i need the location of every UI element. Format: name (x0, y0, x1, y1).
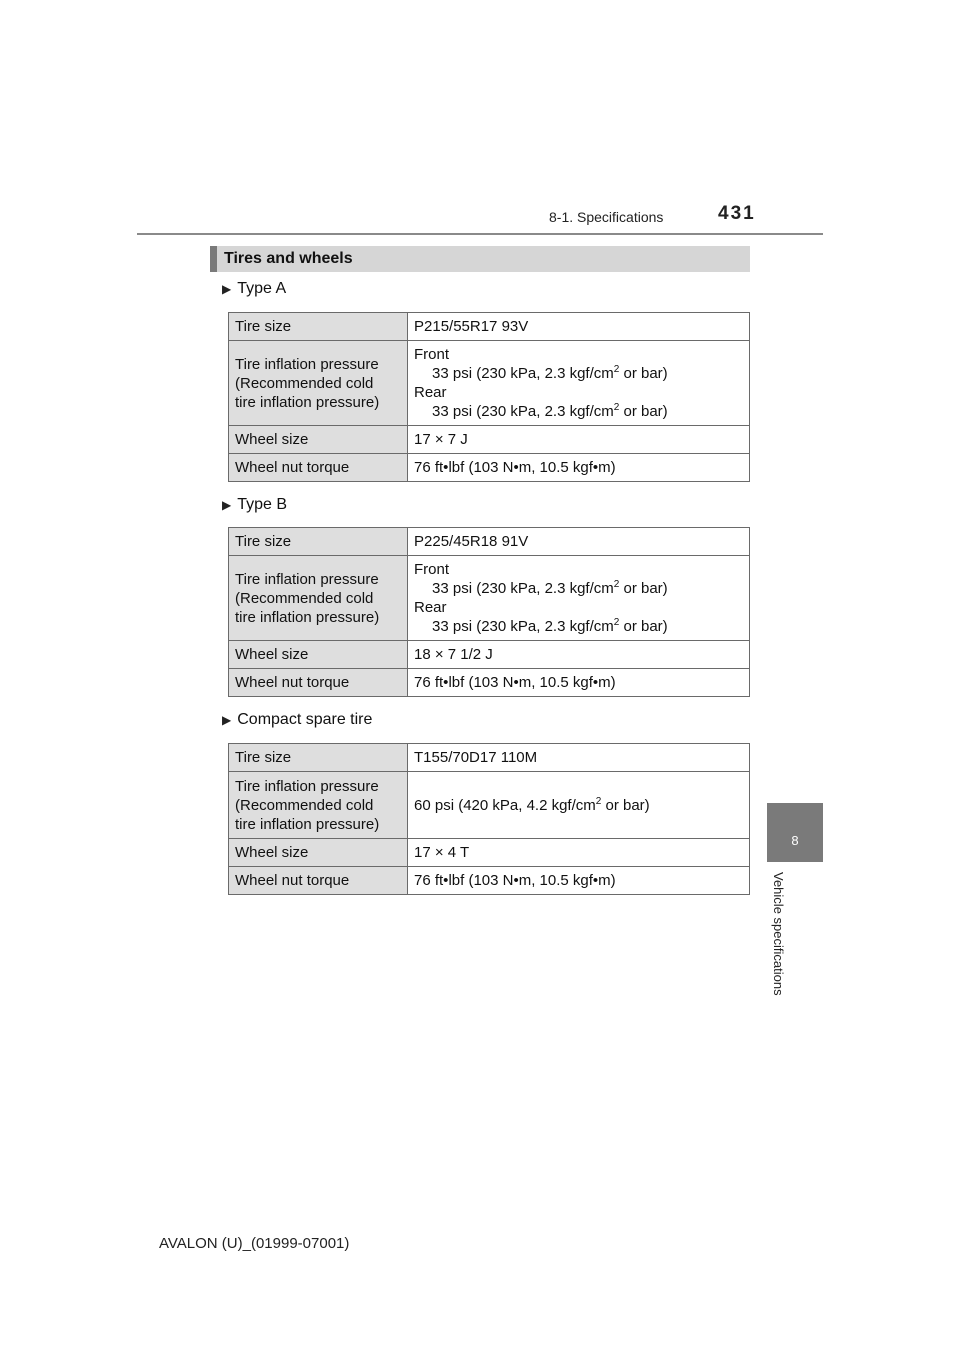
tire-size-label: Tire size (229, 744, 408, 772)
triangle-bullet-icon: ▶ (222, 498, 232, 512)
wheel-size-value: 17 × 4 T (408, 839, 750, 867)
wheel-size-label: Wheel size (229, 426, 408, 454)
pressure-label: Tire inflation pressure (Recommended cold tire inflation pressure) (229, 556, 408, 641)
compact-spare-label: ▶ Compact spare tire (222, 711, 373, 728)
section-title-bar (210, 246, 750, 272)
pressure-label: Tire inflation pressure (Recommended cold tire inflation pressure) (229, 341, 408, 426)
pressure-value: 60 psi (420 kPa, 4.2 kgf/$cm^2$ or bar) (408, 772, 750, 839)
table-row (229, 772, 750, 839)
pressure-label: Tire inflation pressure (Recommended cold tire inflation pressure) (229, 772, 408, 839)
table-row (229, 839, 750, 867)
tire-size-value: P225/45R18 91V (408, 528, 750, 556)
chapter-tab (767, 803, 823, 862)
chapter-title: Vehicle specifications (771, 872, 786, 996)
type-a-label: ▶ Type A (222, 280, 287, 297)
pressure-value: Front 33 psi (230 kPa, 2.3 kgf/$cm^2$ or bar) Rear 33 psi (230 kPa, 2.3 kgf/$cm^2$ or bar) (408, 341, 750, 426)
torque-label: Wheel nut torque (229, 454, 408, 482)
table-row (229, 426, 750, 454)
page-number: 431 (718, 203, 756, 224)
pressure-value: Front 33 psi (230 kPa, 2.3 kgf/$cm^2$ or bar) Rear 33 psi (230 kPa, 2.3 kgf/$cm^2$ or bar) (408, 556, 750, 641)
torque-label: Wheel nut torque (229, 669, 408, 697)
table-row (229, 744, 750, 772)
footer-model-code: AVALON (U)_(01999-07001) (159, 1235, 350, 1252)
table-row (229, 669, 750, 697)
type-a-table (228, 312, 750, 482)
table-row (229, 341, 750, 426)
table-row (229, 556, 750, 641)
tire-size-label: Tire size (229, 528, 408, 556)
table-row (229, 528, 750, 556)
wheel-size-label: Wheel size (229, 641, 408, 669)
tire-size-value: T155/70D17 110M (408, 744, 750, 772)
torque-value: 76 ft•lbf (103 N•m, 10.5 kgf•m) (408, 454, 750, 482)
table-row (229, 454, 750, 482)
tire-size-label: Tire size (229, 313, 408, 341)
table-row (229, 867, 750, 895)
wheel-size-label: Wheel size (229, 839, 408, 867)
section-heading: 8-1. Specifications (549, 209, 664, 225)
table-row (229, 641, 750, 669)
type-b-label: ▶ Type B (222, 496, 288, 513)
header-rule (137, 233, 823, 235)
chapter-number: 8 (791, 833, 799, 848)
wheel-size-value: 18 × 7 1/2 J (408, 641, 750, 669)
wheel-size-value: 17 × 7 J (408, 426, 750, 454)
section-title: Tires and wheels (224, 250, 353, 267)
table-row (229, 313, 750, 341)
compact-spare-table (228, 743, 750, 895)
torque-value: 76 ft•lbf (103 N•m, 10.5 kgf•m) (408, 669, 750, 697)
tire-size-value: P215/55R17 93V (408, 313, 750, 341)
torque-label: Wheel nut torque (229, 867, 408, 895)
triangle-bullet-icon: ▶ (222, 282, 232, 296)
type-b-table (228, 527, 750, 697)
triangle-bullet-icon: ▶ (222, 713, 232, 727)
torque-value: 76 ft•lbf (103 N•m, 10.5 kgf•m) (408, 867, 750, 895)
